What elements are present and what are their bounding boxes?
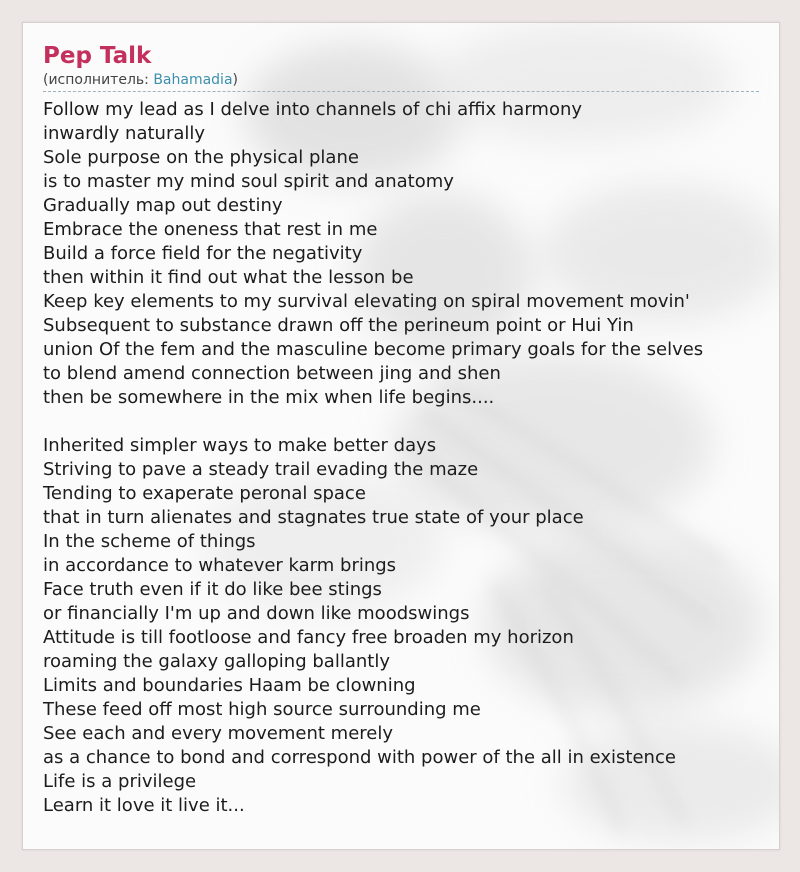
lyric-line: Follow my lead as I delve into channels of chi affix harmony [43, 99, 583, 120]
lyric-line: Attitude is till footloose and fancy free broaden my horizon [43, 627, 574, 648]
lyric-line: that in turn alienates and stagnates true state of your place [43, 507, 584, 528]
lyric-line: Build a force field for the negativity [43, 243, 363, 264]
performer-suffix: ) [232, 72, 238, 88]
lyric-line: inwardly naturally [43, 123, 206, 144]
lyric-line: Learn it love it live it... [43, 795, 245, 816]
lyric-line: as a chance to bond and correspond with power of the all in existence [43, 747, 676, 768]
lyric-line: Inherited simpler ways to make better days [43, 435, 437, 456]
song-title: Pep Talk [43, 43, 152, 69]
lyric-line: roaming the galaxy galloping ballantly [43, 651, 390, 672]
lyric-line: union Of the fem and the masculine become primary goals for the selves [43, 339, 704, 360]
lyric-line: is to master my mind soul spirit and anatomy [43, 171, 454, 192]
lyric-line: Embrace the oneness that rest in me [43, 219, 378, 240]
lyric-line: In the scheme of things [43, 531, 256, 552]
lyric-line: Limits and boundaries Haam be clowning [43, 675, 416, 696]
performer-line [43, 71, 779, 89]
stanza-1 [43, 98, 779, 410]
performer-link[interactable]: Bahamadia [153, 72, 233, 88]
title-divider [43, 91, 759, 92]
lyric-line: Tending to exaperate peronal space [43, 483, 366, 504]
lyric-line: Striving to pave a steady trail evading the maze [43, 459, 479, 480]
lyric-line: These feed off most high source surrounding me [43, 699, 481, 720]
stanza-2 [43, 434, 779, 818]
lyric-line: in accordance to whatever karm brings [43, 555, 397, 576]
lyrics-card [22, 22, 780, 850]
performer-prefix: (исполнитель: [43, 72, 154, 88]
lyric-line: then within it find out what the lesson be [43, 267, 414, 288]
lyric-line: then be somewhere in the mix when life begins.... [43, 387, 495, 408]
lyric-line: Life is a privilege [43, 771, 197, 792]
lyrics-text [43, 98, 779, 818]
lyric-line: to blend amend connection between jing and shen [43, 363, 501, 384]
lyric-line: Sole purpose on the physical plane [43, 147, 359, 168]
lyric-line: See each and every movement merely [43, 723, 393, 744]
lyric-line: Keep key elements to my survival elevating on spiral movement movin' [43, 291, 690, 312]
lyric-line: or financially I'm up and down like moodswings [43, 603, 470, 624]
content-area [23, 23, 779, 818]
lyric-line: Gradually map out destiny [43, 195, 283, 216]
lyric-line: Face truth even if it do like bee stings [43, 579, 382, 600]
lyric-line: Subsequent to substance drawn off the perineum point or Hui Yin [43, 315, 634, 336]
